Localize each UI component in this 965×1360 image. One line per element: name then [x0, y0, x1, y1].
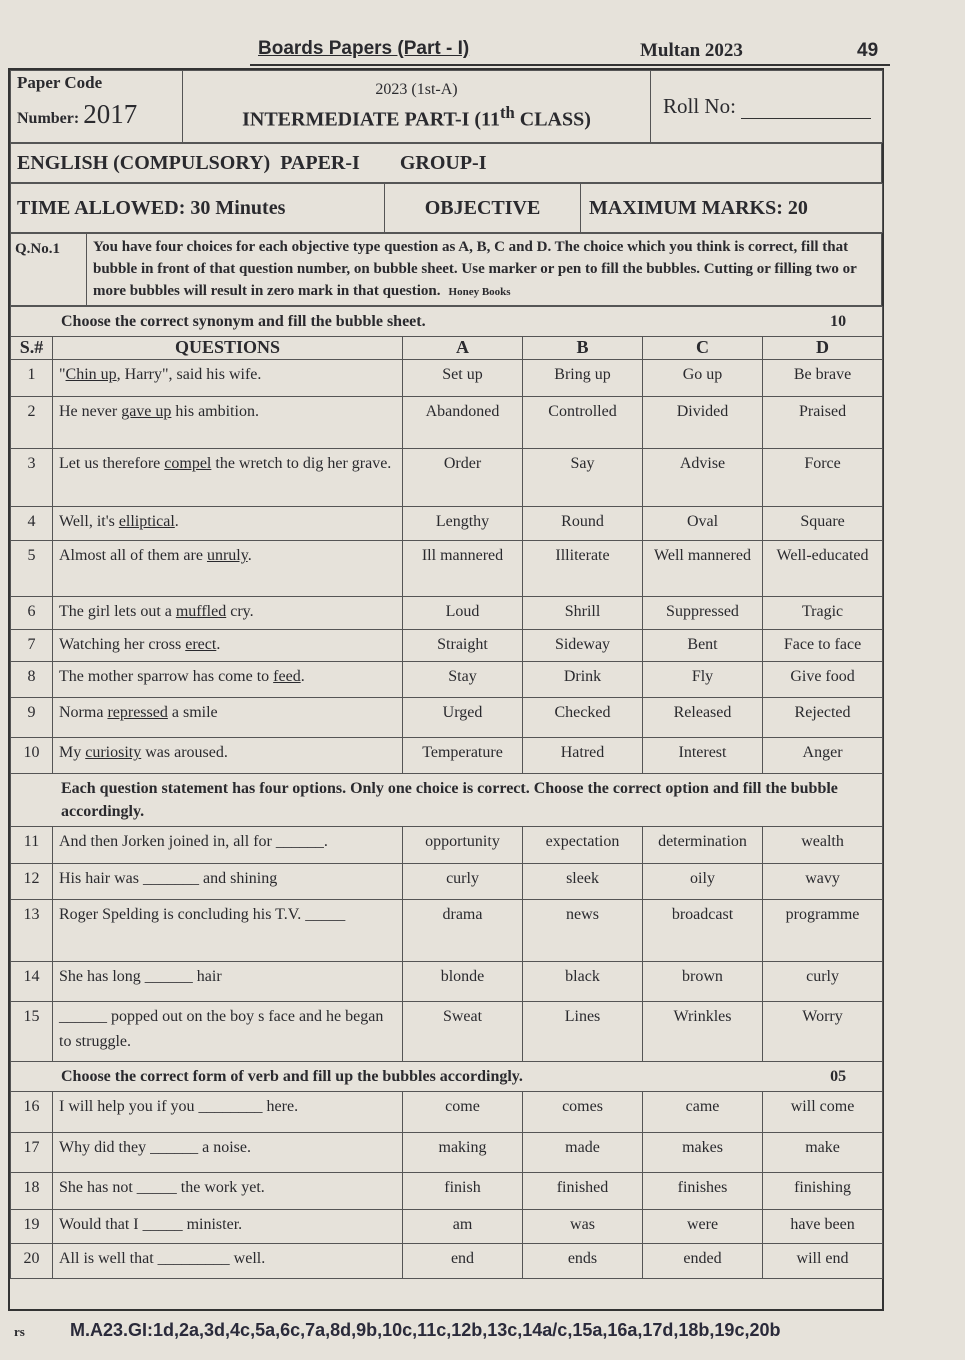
- question-number: 1: [11, 360, 53, 397]
- question-number: 16: [11, 1092, 53, 1133]
- question-text-start: Why did they: [59, 1139, 151, 1156]
- underlined-word: unruly: [206, 547, 248, 564]
- answer-blank: ________: [198, 1098, 263, 1115]
- question-row: [11, 698, 883, 738]
- question-number: 2: [11, 397, 53, 449]
- underlined-word: erect: [185, 636, 217, 653]
- question-row: [11, 630, 883, 662]
- option-b: black: [523, 962, 643, 1002]
- question-row: [11, 827, 883, 864]
- question-number: 5: [11, 541, 53, 597]
- instructions-text: You have four choices for each objective type question as A, B, C and D. The choice which you think is correct, fill that bubble in front of that question number, on bubble sheet. Use marker or pen to fill the bubbles. Cutting or filling two or more bubbles will result in zero mark in that question.: [93, 239, 857, 299]
- option-d: Rejected: [763, 698, 883, 738]
- question-text: [53, 449, 403, 507]
- option-b: Round: [523, 507, 643, 541]
- answer-blank: ______: [59, 1008, 107, 1025]
- answer-blank: _______: [142, 870, 199, 887]
- question-text-end: .: [216, 636, 221, 653]
- time-allowed: TIME ALLOWED: 30 Minutes: [11, 184, 385, 233]
- questions-body: [11, 307, 883, 1279]
- option-c: were: [643, 1210, 763, 1244]
- question-text-end: , Harry", said his wife.: [116, 366, 262, 383]
- option-d: Praised: [763, 397, 883, 449]
- running-head-title: Boards Papers (Part - I): [258, 38, 470, 59]
- class-title: [183, 103, 650, 132]
- question-number: 12: [11, 864, 53, 900]
- question-number: 11: [11, 827, 53, 864]
- option-b: Sideway: [523, 630, 643, 662]
- question-text: [53, 1133, 403, 1173]
- option-a: drama: [403, 900, 523, 962]
- column-questions: QUESTIONS: [53, 337, 403, 360]
- roll-number-cell: [651, 71, 883, 143]
- column-c: C: [643, 337, 763, 360]
- underlined-word: compel: [164, 455, 212, 472]
- option-c: Advise: [643, 449, 763, 507]
- questions-table: [10, 306, 883, 1279]
- question-number: 20: [11, 1244, 53, 1279]
- option-a: Temperature: [403, 738, 523, 774]
- column-sn: S.#: [11, 337, 53, 360]
- class-cell: [183, 71, 651, 143]
- option-b: Illiterate: [523, 541, 643, 597]
- underlined-word: curiosity: [85, 744, 142, 761]
- option-d: Force: [763, 449, 883, 507]
- question-text: [53, 900, 403, 962]
- answer-key: M.A23.GI:1d,2a,3d,4c,5a,6c,7a,8d,9b,10c,11c,12b,13c,14a/c,15a,16a,17d,18b,19c,20b: [70, 1320, 781, 1340]
- option-a: Stay: [403, 662, 523, 698]
- question-number: 13: [11, 900, 53, 962]
- question-number: 3: [11, 449, 53, 507]
- question-paper: [8, 68, 884, 1311]
- question-number: 7: [11, 630, 53, 662]
- question-row: [11, 1244, 883, 1279]
- question-row: [11, 1133, 883, 1173]
- option-d: wealth: [763, 827, 883, 864]
- question-row: [11, 900, 883, 962]
- option-b: Drink: [523, 662, 643, 698]
- instructions-cell: [87, 234, 882, 306]
- option-b: made: [523, 1133, 643, 1173]
- answer-blank: _____: [142, 1216, 183, 1233]
- option-a: Set up: [403, 360, 523, 397]
- roll-number-label: Roll No:: [663, 94, 736, 118]
- option-b: Checked: [523, 698, 643, 738]
- question-text-start: Almost all of them are: [59, 547, 207, 564]
- section-heading: [11, 307, 883, 337]
- question-text-start: Let us therefore: [59, 455, 165, 472]
- maximum-marks: MAXIMUM MARKS: 20: [581, 184, 883, 233]
- question-text-start: ": [59, 366, 66, 383]
- subject: ENGLISH (COMPULSORY): [17, 151, 271, 174]
- option-c: determination: [643, 827, 763, 864]
- option-a: Urged: [403, 698, 523, 738]
- question-text-start: The mother sparrow has come to: [59, 668, 274, 685]
- question-text: [53, 507, 403, 541]
- underlined-word: gave up: [121, 403, 172, 420]
- question-number: 19: [11, 1210, 53, 1244]
- question-row: [11, 360, 883, 397]
- question-row: [11, 1210, 883, 1244]
- answer-blank: ______: [275, 833, 324, 850]
- time-row: [10, 183, 883, 233]
- question-text-start: And then Jorken joined in, all for: [59, 833, 276, 850]
- option-d: Give food: [763, 662, 883, 698]
- option-c: Well mannered: [643, 541, 763, 597]
- publisher-mark: Honey Books: [448, 286, 511, 298]
- paper-number: [17, 99, 182, 130]
- class-title-main: INTERMEDIATE PART-I (11: [242, 108, 500, 131]
- answer-blank: _____: [305, 906, 346, 923]
- paper-number-label: Number:: [17, 110, 80, 127]
- option-c: Wrinkles: [643, 1002, 763, 1062]
- page-number: 49: [857, 40, 879, 61]
- option-d: Anger: [763, 738, 883, 774]
- option-b: Hatred: [523, 738, 643, 774]
- question-text-end: here.: [262, 1098, 299, 1115]
- question-text: [53, 397, 403, 449]
- question-text-end: .: [300, 668, 305, 685]
- option-d: will come: [763, 1092, 883, 1133]
- question-text-end: .: [247, 547, 252, 564]
- option-a: Loud: [403, 597, 523, 630]
- question-number: 17: [11, 1133, 53, 1173]
- question-text-end: minister.: [182, 1216, 243, 1233]
- question-text: [53, 698, 403, 738]
- option-b: Bring up: [523, 360, 643, 397]
- question-text-start: All is well that: [59, 1250, 158, 1267]
- margin-mark: rs: [14, 1324, 25, 1339]
- option-d: have been: [763, 1210, 883, 1244]
- question-row: [11, 541, 883, 597]
- option-c: came: [643, 1092, 763, 1133]
- option-b: expectation: [523, 827, 643, 864]
- option-a: am: [403, 1210, 523, 1244]
- question-text: [53, 360, 403, 397]
- option-d: Be brave: [763, 360, 883, 397]
- option-d: Well-educated: [763, 541, 883, 597]
- option-b: sleek: [523, 864, 643, 900]
- question-text: [53, 541, 403, 597]
- option-a: finish: [403, 1173, 523, 1210]
- question-text-end: .: [174, 513, 179, 530]
- option-d: make: [763, 1133, 883, 1173]
- question-row: [11, 449, 883, 507]
- option-c: Suppressed: [643, 597, 763, 630]
- question-row: [11, 1002, 883, 1062]
- option-b: was: [523, 1210, 643, 1244]
- option-d: curly: [763, 962, 883, 1002]
- column-d: D: [763, 337, 883, 360]
- option-b: Controlled: [523, 397, 643, 449]
- question-text-start: His hair was: [59, 870, 143, 887]
- option-b: Shrill: [523, 597, 643, 630]
- question-text-start: Watching her cross: [59, 636, 186, 653]
- running-head: [0, 36, 965, 66]
- option-c: Interest: [643, 738, 763, 774]
- question-row: [11, 397, 883, 449]
- question-row: [11, 1092, 883, 1133]
- option-b: ends: [523, 1244, 643, 1279]
- paper-header: [10, 70, 883, 143]
- question-text: [53, 1173, 403, 1210]
- question-text-end: his ambition.: [171, 403, 259, 420]
- underlined-word: muffled: [175, 603, 227, 620]
- running-head-board: Multan 2023: [640, 40, 743, 61]
- paper-number-value: 2017: [83, 99, 138, 129]
- section-heading-cell: [11, 774, 883, 827]
- section-marks: 10: [830, 313, 847, 330]
- question-text: [53, 1210, 403, 1244]
- group: GROUP-I: [399, 151, 487, 174]
- subject-cell: [11, 144, 882, 183]
- question-text-start: I will help you if you: [59, 1098, 199, 1115]
- question-number: 18: [11, 1173, 53, 1210]
- answer-blank: _____: [136, 1179, 177, 1196]
- option-d: Worry: [763, 1002, 883, 1062]
- option-a: Sweat: [403, 1002, 523, 1062]
- underlined-word: Chin up: [65, 366, 117, 383]
- option-c: Fly: [643, 662, 763, 698]
- question-text: [53, 1092, 403, 1133]
- question-text-end: a noise.: [198, 1139, 251, 1156]
- question-text-start: My: [59, 744, 86, 761]
- option-d: programme: [763, 900, 883, 962]
- paper-code-cell: [11, 71, 183, 143]
- question-number: 9: [11, 698, 53, 738]
- option-c: Oval: [643, 507, 763, 541]
- option-b: news: [523, 900, 643, 962]
- question-text-end: well.: [229, 1250, 266, 1267]
- option-c: ended: [643, 1244, 763, 1279]
- option-a: Lengthy: [403, 507, 523, 541]
- instructions: [10, 233, 882, 306]
- question-text-start: Roger Spelding is concluding his T.V.: [59, 906, 306, 923]
- section-heading-cell: [11, 1062, 883, 1092]
- option-a: Order: [403, 449, 523, 507]
- option-a: end: [403, 1244, 523, 1279]
- option-c: makes: [643, 1133, 763, 1173]
- column-headers: [11, 337, 883, 360]
- question-text-end: hair: [192, 968, 222, 985]
- class-title-end: CLASS): [514, 108, 591, 131]
- answer-blank: _________: [157, 1250, 230, 1267]
- option-c: Divided: [643, 397, 763, 449]
- column-b: B: [523, 337, 643, 360]
- option-b: finished: [523, 1173, 643, 1210]
- roll-number-blank: [741, 102, 871, 119]
- option-d: Tragic: [763, 597, 883, 630]
- option-a: opportunity: [403, 827, 523, 864]
- option-d: Face to face: [763, 630, 883, 662]
- section-heading: [11, 774, 883, 827]
- session: 2023 (1st-A): [375, 81, 458, 99]
- option-c: Released: [643, 698, 763, 738]
- question-row: [11, 662, 883, 698]
- question-number: 8: [11, 662, 53, 698]
- question-text-end: and shining: [198, 870, 278, 887]
- question-text-start: Would that I: [59, 1216, 143, 1233]
- question-number: 14: [11, 962, 53, 1002]
- option-a: curly: [403, 864, 523, 900]
- option-c: brown: [643, 962, 763, 1002]
- question-row: [11, 738, 883, 774]
- question-text: [53, 738, 403, 774]
- question-text-end: popped out on the boy s face and he began to struggle.: [59, 1008, 384, 1050]
- question-text-start: She has not: [59, 1179, 137, 1196]
- question-text-end: the wretch to dig her grave.: [211, 455, 392, 472]
- question-text: [53, 864, 403, 900]
- question-number: 4: [11, 507, 53, 541]
- question-row: [11, 1173, 883, 1210]
- subject-row: [10, 143, 882, 183]
- question-text-end: a smile: [167, 704, 218, 721]
- option-a: making: [403, 1133, 523, 1173]
- option-d: will end: [763, 1244, 883, 1279]
- question-number: Q.No.1: [11, 234, 87, 306]
- answer-blank: ______: [144, 968, 193, 985]
- question-text-end: cry.: [226, 603, 254, 620]
- question-text-start: She has long: [59, 968, 145, 985]
- question-text: [53, 1002, 403, 1062]
- column-a: A: [403, 337, 523, 360]
- question-text-start: He never: [59, 403, 122, 420]
- section-heading-cell: [11, 307, 883, 337]
- question-text-start: Norma: [59, 704, 108, 721]
- answer-blank: ______: [150, 1139, 199, 1156]
- option-a: Ill mannered: [403, 541, 523, 597]
- question-text: [53, 662, 403, 698]
- question-number: 10: [11, 738, 53, 774]
- option-c: Bent: [643, 630, 763, 662]
- underlined-word: repressed: [107, 704, 168, 721]
- paper-code-label: Paper Code: [17, 73, 103, 92]
- paper-type: OBJECTIVE: [385, 184, 581, 233]
- question-text: [53, 1244, 403, 1279]
- question-row: [11, 597, 883, 630]
- question-row: [11, 962, 883, 1002]
- option-c: Go up: [643, 360, 763, 397]
- section-title: Each question statement has four options. Only one choice is correct. Choose the correct option and fill the bubble accordingly.: [61, 780, 838, 820]
- question-text-end: the work yet.: [176, 1179, 265, 1196]
- question-text-start: The girl lets out a: [59, 603, 176, 620]
- option-b: Say: [523, 449, 643, 507]
- question-text: [53, 597, 403, 630]
- question-text: [53, 827, 403, 864]
- option-a: Straight: [403, 630, 523, 662]
- option-b: comes: [523, 1092, 643, 1133]
- paper-no: PAPER-I: [280, 151, 360, 174]
- option-a: blonde: [403, 962, 523, 1002]
- question-text-end: was aroused.: [141, 744, 228, 761]
- underlined-word: elliptical: [118, 513, 175, 530]
- question-row: [11, 507, 883, 541]
- section-marks: 05: [830, 1068, 847, 1085]
- option-c: oily: [643, 864, 763, 900]
- section-heading: [11, 1062, 883, 1092]
- option-b: Lines: [523, 1002, 643, 1062]
- option-d: Square: [763, 507, 883, 541]
- option-a: Abandoned: [403, 397, 523, 449]
- option-a: come: [403, 1092, 523, 1133]
- question-row: [11, 864, 883, 900]
- option-c: finishes: [643, 1173, 763, 1210]
- question-text: [53, 630, 403, 662]
- running-head-rule: [250, 64, 890, 66]
- section-title: Choose the correct synonym and fill the bubble sheet.: [61, 313, 426, 330]
- underlined-word: feed: [273, 668, 301, 685]
- option-c: broadcast: [643, 900, 763, 962]
- question-text-end: .: [323, 833, 328, 850]
- class-title-sup: th: [499, 103, 515, 123]
- option-d: wavy: [763, 864, 883, 900]
- question-number: 6: [11, 597, 53, 630]
- section-title: Choose the correct form of verb and fill up the bubbles accordingly.: [61, 1068, 523, 1085]
- question-text: [53, 962, 403, 1002]
- option-d: finishing: [763, 1173, 883, 1210]
- question-number: 15: [11, 1002, 53, 1062]
- question-text-start: Well, it's: [59, 513, 119, 530]
